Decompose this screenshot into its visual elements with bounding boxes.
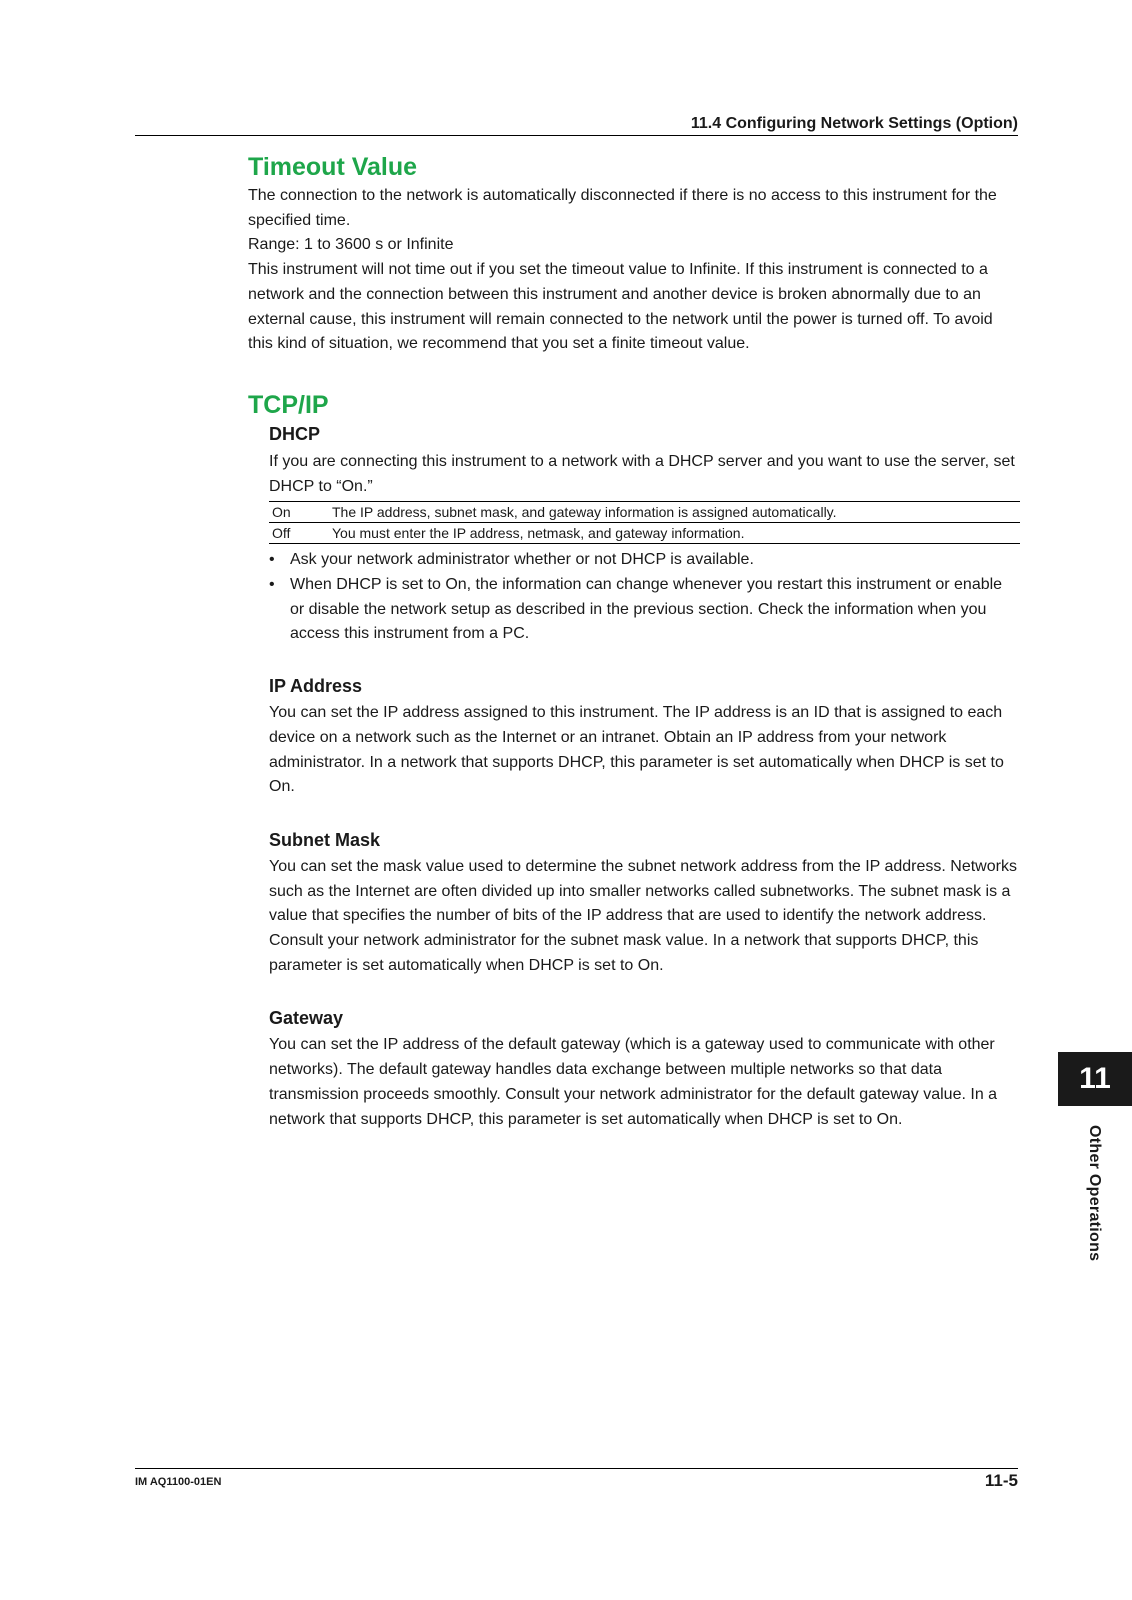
- dhcp-notes-list: [269, 548, 1020, 647]
- timeout-description: The connection to the network is automatically disconnected if there is no access to this instrument for the specified time.: [248, 187, 997, 229]
- dhcp-options-table: [269, 501, 1020, 544]
- list-item: [269, 573, 1020, 647]
- document-id: IM AQ1100-01EN: [135, 1476, 222, 1488]
- tcpip-heading: TCP/IP: [248, 390, 329, 419]
- list-item: [269, 548, 1020, 573]
- timeout-heading: Timeout Value: [248, 153, 418, 181]
- section-title: 11.4 Configuring Network Settings (Option): [690, 115, 1018, 132]
- page-footer: [135, 1468, 1018, 1493]
- gateway-subsection: [269, 1006, 1020, 1132]
- timeout-range: Range: 1 to 3600 s or Infinite: [248, 236, 454, 254]
- subnet-mask-text: You can set the mask value used to determine the subnet network address from the IP address. Networks such as the Internet are often divided up into smaller networks called subnetworks. The subnet mask is a value that specifies the number of bits of the IP address that are used to identify the network address. Consult your network administrator for the subnet mask value. In a network that supports DHCP, this parameter is set automatically when DHCP is set to On.: [269, 857, 1017, 974]
- table-row: [269, 502, 1020, 523]
- timeout-section: [248, 152, 1020, 357]
- subnet-mask-heading: Subnet Mask: [269, 829, 381, 850]
- page-content: [248, 152, 1020, 1132]
- dhcp-subsection: [269, 422, 1020, 647]
- subnet-mask-subsection: [269, 828, 1020, 979]
- list-item-text: Ask your network administrator whether or not DHCP is available.: [290, 551, 754, 569]
- option-key: Off: [269, 523, 329, 544]
- ip-address-text: You can set the IP address assigned to this instrument. The IP address is an ID that is assigned to each device on a network such as the Internet or an intranet. Obtain an IP address from your network administrator. In a network that supports DHCP, this parameter is set automatically when DHCP is set to On.: [269, 704, 1004, 796]
- dhcp-heading: DHCP: [269, 423, 321, 444]
- chapter-number-tab: 11: [1058, 1052, 1132, 1106]
- chapter-title: Other Operations: [1086, 1125, 1103, 1262]
- bullet-icon: •: [269, 576, 275, 594]
- option-description: The IP address, subnet mask, and gateway information is assigned automatically.: [329, 502, 1020, 523]
- option-key: On: [269, 502, 329, 523]
- ip-address-heading: IP Address: [269, 676, 363, 697]
- gateway-text: You can set the IP address of the default gateway (which is a gateway used to communicate with other networks). The default gateway handles data exchange between multiple networks so that data transmission proceeds smoothly. Consult your network administrator for the default gateway value. In a network that supports DHCP, this parameter is set automatically when DHCP is set to On.: [269, 1036, 998, 1128]
- gateway-heading: Gateway: [269, 1008, 344, 1029]
- table-row: [269, 523, 1020, 544]
- running-header: [135, 113, 1018, 136]
- dhcp-intro: If you are connecting this instrument to a network with a DHCP server and you want to use the server, set DHCP to “On.”: [269, 452, 1015, 495]
- ip-address-subsection: [269, 674, 1020, 800]
- timeout-infinite-note: This instrument will not time out if you set the timeout value to Infinite. If this instrument is connected to a network and the connection between this instrument and another device is broken abnormally due to an external cause, this instrument will remain connected to the network until the power is turned off. To avoid this kind of situation, we recommend that you set a finite timeout value.: [248, 261, 993, 353]
- bullet-icon: •: [269, 551, 275, 569]
- page-number: 11-5: [984, 1471, 1018, 1490]
- list-item-text: When DHCP is set to On, the information can change whenever you restart this instrument or enable or disable the network setup as described in the previous section. Check the information when you access this instrument from a PC.: [290, 576, 1003, 643]
- tcpip-section: [248, 390, 1020, 1132]
- option-description: You must enter the IP address, netmask, and gateway information.: [329, 523, 1020, 544]
